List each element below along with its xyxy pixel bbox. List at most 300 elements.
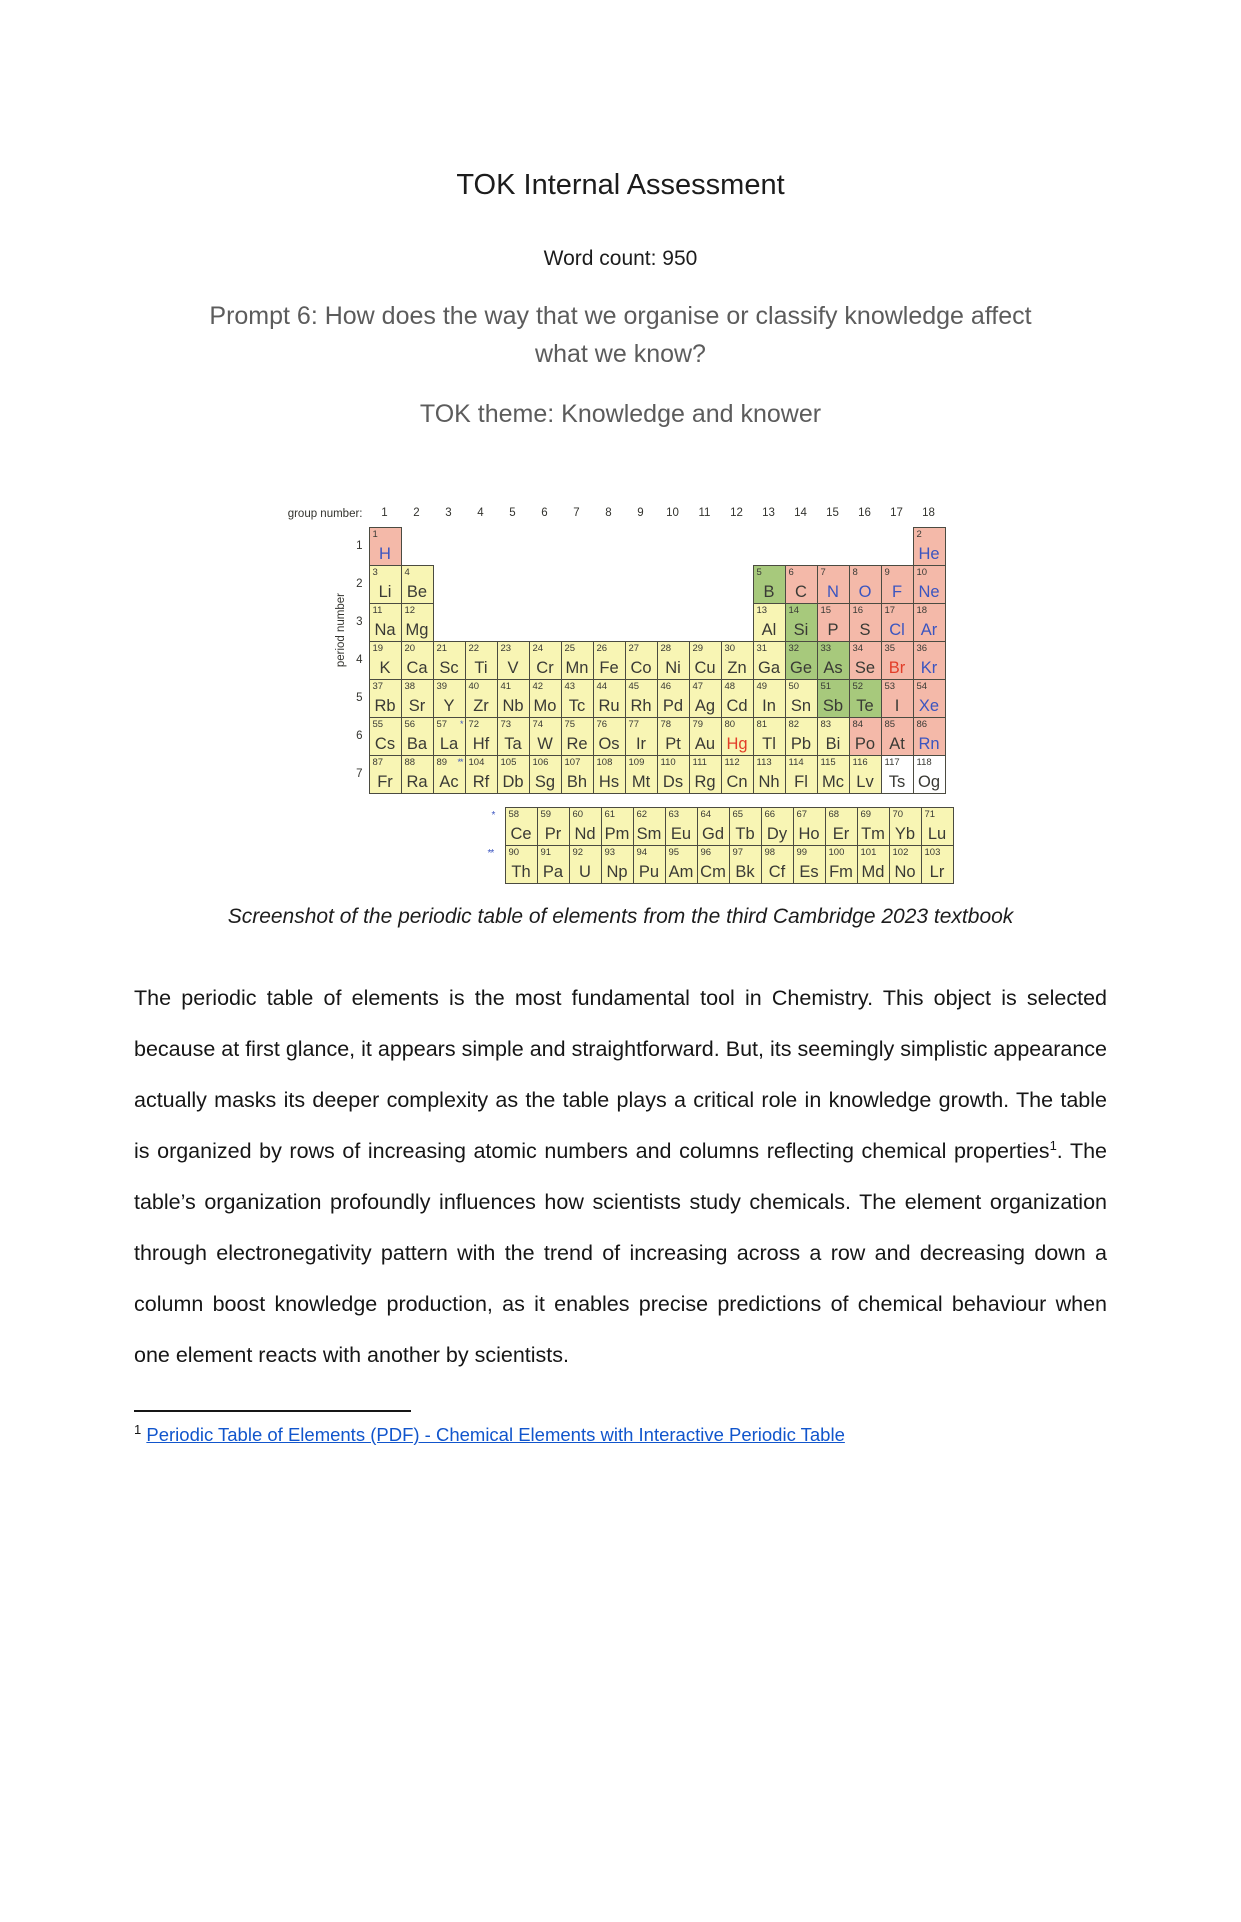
atomic-number: 33 xyxy=(820,643,832,654)
element-symbol: Ar xyxy=(920,621,938,639)
group-number: 2 xyxy=(413,507,420,519)
element-symbol: Ti xyxy=(474,659,488,677)
atomic-number: 54 xyxy=(916,681,928,692)
group-number: 18 xyxy=(922,507,935,519)
atomic-number: 96 xyxy=(700,847,712,858)
atomic-number: 105 xyxy=(500,757,517,768)
element-cell xyxy=(881,641,914,680)
element-cell xyxy=(785,717,818,756)
element-symbol: Cl xyxy=(889,621,905,639)
document-page xyxy=(0,168,1241,1922)
atomic-number: 51 xyxy=(820,681,832,692)
element-symbol: He xyxy=(918,545,940,563)
group-number: 7 xyxy=(573,507,580,519)
element-symbol: Pd xyxy=(662,697,684,715)
atomic-number: 98 xyxy=(764,847,776,858)
element-symbol: Mc xyxy=(822,773,844,791)
element-cell xyxy=(369,755,402,794)
atomic-number: 71 xyxy=(924,809,936,820)
element-symbol: Ds xyxy=(662,773,684,791)
element-cell xyxy=(569,807,602,846)
atomic-number: 19 xyxy=(372,643,384,654)
atomic-number: 37 xyxy=(372,681,384,692)
atomic-number: 18 xyxy=(916,605,928,616)
atomic-number: 102 xyxy=(892,847,909,858)
element-symbol: Bk xyxy=(735,863,755,881)
lanthanide-marker: * xyxy=(491,810,495,821)
atomic-number: 20 xyxy=(404,643,416,654)
atomic-number: 41 xyxy=(500,681,512,692)
element-symbol: Md xyxy=(861,863,885,881)
element-symbol: Cu xyxy=(694,659,716,677)
atomic-number: 72 xyxy=(468,719,480,730)
element-symbol: Yb xyxy=(894,825,916,843)
element-symbol: I xyxy=(894,697,900,715)
element-cell xyxy=(753,603,786,642)
atomic-number: 46 xyxy=(660,681,672,692)
element-cell xyxy=(849,565,882,604)
group-number: 14 xyxy=(794,507,807,519)
atomic-number: 67 xyxy=(796,809,808,820)
element-symbol: At xyxy=(889,735,905,753)
element-symbol: U xyxy=(579,863,591,881)
atomic-number: 5 xyxy=(756,567,762,578)
element-cell xyxy=(593,755,626,794)
element-symbol: Br xyxy=(888,659,906,677)
element-cell xyxy=(785,755,818,794)
periodic-table xyxy=(287,507,947,883)
period-number: 6 xyxy=(356,730,363,742)
element-cell xyxy=(529,679,562,718)
element-cell xyxy=(913,565,946,604)
element-symbol: Ba xyxy=(406,735,428,753)
element-symbol: Ne xyxy=(918,583,940,601)
element-cell xyxy=(497,755,530,794)
atomic-number: 11 xyxy=(372,605,383,616)
element-cell xyxy=(817,603,850,642)
element-symbol: Ce xyxy=(510,825,532,843)
element-symbol: Db xyxy=(502,773,524,791)
element-cell xyxy=(465,641,498,680)
element-symbol: Fe xyxy=(599,659,619,677)
word-count: Word count: 950 xyxy=(543,247,698,270)
atomic-number: 75 xyxy=(564,719,576,730)
atomic-number: 13 xyxy=(756,605,768,616)
atomic-number: 31 xyxy=(756,643,768,654)
footnote-link[interactable]: Periodic Table of Elements (PDF) - Chemical Elements with Interactive Periodic Table xyxy=(146,1424,845,1445)
atomic-number: 47 xyxy=(692,681,704,692)
element-cell xyxy=(881,603,914,642)
element-cell xyxy=(817,717,850,756)
atomic-number: 84 xyxy=(852,719,864,730)
element-cell xyxy=(817,641,850,680)
atomic-number: 101 xyxy=(860,847,877,858)
atomic-number: 21 xyxy=(436,643,448,654)
element-cell xyxy=(497,679,530,718)
element-cell xyxy=(849,603,882,642)
group-numbers xyxy=(369,507,945,519)
atomic-number: 113 xyxy=(756,757,772,768)
element-symbol: Ge xyxy=(789,659,812,677)
element-symbol: Bi xyxy=(825,735,841,753)
element-cell xyxy=(561,755,594,794)
element-symbol: No xyxy=(894,863,916,881)
footnote-separator xyxy=(134,1410,411,1412)
atomic-number: 40 xyxy=(468,681,480,692)
atomic-number: 42 xyxy=(532,681,544,692)
atomic-number: 110 xyxy=(660,757,676,768)
element-symbol: Gd xyxy=(701,825,724,843)
element-symbol: Ga xyxy=(757,659,780,677)
element-symbol: Fl xyxy=(794,773,808,791)
group-number: 15 xyxy=(826,507,839,519)
period-number: 2 xyxy=(356,578,363,590)
element-symbol: Re xyxy=(566,735,588,753)
atomic-number: 6 xyxy=(788,567,794,578)
atomic-number: 74 xyxy=(532,719,544,730)
element-symbol: Au xyxy=(694,735,716,753)
element-cell xyxy=(561,641,594,680)
element-cell xyxy=(721,679,754,718)
element-symbol: Y xyxy=(443,697,455,715)
atomic-number: 2 xyxy=(916,529,922,540)
element-cell xyxy=(433,755,466,794)
element-cell xyxy=(369,527,402,566)
element-symbol: Pa xyxy=(542,863,564,881)
element-cell xyxy=(697,845,730,884)
element-cell xyxy=(881,565,914,604)
element-cell xyxy=(689,641,722,680)
element-cell xyxy=(465,717,498,756)
element-cell xyxy=(537,845,570,884)
atomic-number: 14 xyxy=(788,605,800,616)
element-cell xyxy=(849,641,882,680)
element-cell xyxy=(761,807,794,846)
element-symbol: Rh xyxy=(630,697,652,715)
element-symbol: F xyxy=(891,583,903,601)
element-symbol: Rf xyxy=(472,773,490,791)
element-symbol: Be xyxy=(406,583,428,601)
element-symbol: Pt xyxy=(665,735,681,753)
element-symbol: Na xyxy=(374,621,396,639)
element-symbol: Mt xyxy=(631,773,651,791)
group-number: 5 xyxy=(509,507,516,519)
atomic-number: 8 xyxy=(852,567,858,578)
atomic-number: 57 xyxy=(436,719,448,730)
element-symbol: La xyxy=(439,735,459,753)
atomic-number: 4 xyxy=(404,567,410,578)
element-cell xyxy=(913,527,946,566)
element-symbol: B xyxy=(763,583,775,601)
element-cell xyxy=(753,565,786,604)
atomic-number: 118 xyxy=(916,757,932,768)
element-symbol: Rg xyxy=(694,773,716,791)
atomic-number: 32 xyxy=(788,643,800,654)
figure-caption: Screenshot of the periodic table of elements from the third Cambridge 2023 textbook xyxy=(227,905,1014,928)
footnote-reference: 1 xyxy=(1049,1137,1057,1153)
element-cell xyxy=(625,717,658,756)
element-symbol: Hf xyxy=(472,735,490,753)
element-cell xyxy=(849,755,882,794)
atomic-number: 69 xyxy=(860,809,872,820)
element-cell xyxy=(881,717,914,756)
element-cell xyxy=(689,717,722,756)
element-symbol: Zr xyxy=(473,697,489,715)
element-symbol: Ru xyxy=(598,697,620,715)
element-symbol: Ca xyxy=(406,659,428,677)
atomic-number: 38 xyxy=(404,681,416,692)
element-cell xyxy=(657,717,690,756)
element-cell xyxy=(921,845,954,884)
atomic-number: 22 xyxy=(468,643,480,654)
element-symbol: Sn xyxy=(790,697,812,715)
f-block-grid xyxy=(505,807,953,883)
atomic-number: 24 xyxy=(532,643,544,654)
period-axis-label: period number xyxy=(334,593,347,668)
element-cell xyxy=(505,845,538,884)
element-cell xyxy=(465,755,498,794)
element-symbol: Fr xyxy=(377,773,393,791)
group-number: 16 xyxy=(858,507,871,519)
element-cell xyxy=(817,755,850,794)
group-number: 9 xyxy=(637,507,644,519)
f-block-reference-marker: * xyxy=(459,719,463,729)
element-cell xyxy=(785,603,818,642)
element-cell xyxy=(369,603,402,642)
element-cell xyxy=(561,679,594,718)
element-cell xyxy=(697,807,730,846)
element-symbol: Lu xyxy=(927,825,947,843)
element-symbol: Er xyxy=(832,825,850,843)
atomic-number: 23 xyxy=(500,643,512,654)
element-symbol: N xyxy=(827,583,839,601)
element-cell xyxy=(825,845,858,884)
element-cell xyxy=(633,845,666,884)
element-symbol: Am xyxy=(668,863,694,881)
atomic-number: 50 xyxy=(788,681,800,692)
element-cell xyxy=(857,845,890,884)
atomic-number: 93 xyxy=(604,847,616,858)
element-cell xyxy=(401,755,434,794)
atomic-number: 83 xyxy=(820,719,832,730)
element-symbol: Sb xyxy=(822,697,844,715)
atomic-number: 92 xyxy=(572,847,584,858)
element-symbol: Sg xyxy=(534,773,556,791)
atomic-number: 86 xyxy=(916,719,928,730)
group-number: 8 xyxy=(605,507,612,519)
element-symbol: O xyxy=(858,583,872,601)
period-number: 4 xyxy=(356,654,363,666)
element-symbol: C xyxy=(795,583,807,601)
element-cell xyxy=(793,845,826,884)
element-symbol: Lr xyxy=(929,863,945,881)
element-cell xyxy=(761,845,794,884)
atomic-number: 99 xyxy=(796,847,808,858)
periodic-table-figure xyxy=(134,507,1107,883)
element-cell xyxy=(753,755,786,794)
element-cell xyxy=(689,755,722,794)
element-cell xyxy=(881,755,914,794)
atomic-number: 55 xyxy=(372,719,384,730)
atomic-number: 58 xyxy=(508,809,520,820)
element-cell xyxy=(601,845,634,884)
element-symbol: Co xyxy=(630,659,652,677)
element-cell xyxy=(369,679,402,718)
element-cell xyxy=(721,641,754,680)
element-cell xyxy=(913,717,946,756)
group-number: 4 xyxy=(477,507,484,519)
element-cell xyxy=(433,717,466,756)
atomic-number: 16 xyxy=(852,605,864,616)
element-cell xyxy=(401,717,434,756)
element-symbol: Cd xyxy=(726,697,748,715)
element-symbol: Nh xyxy=(758,773,780,791)
atomic-number: 52 xyxy=(852,681,864,692)
element-cell xyxy=(497,717,530,756)
element-symbol: Dy xyxy=(766,825,788,843)
atomic-number: 9 xyxy=(884,567,890,578)
element-cell xyxy=(625,755,658,794)
period-number: 3 xyxy=(356,616,363,628)
period-number: 1 xyxy=(356,540,363,552)
atomic-number: 112 xyxy=(724,757,740,768)
atomic-number: 27 xyxy=(628,643,640,654)
element-cell xyxy=(369,641,402,680)
element-symbol: Og xyxy=(917,773,940,791)
atomic-number: 62 xyxy=(636,809,648,820)
element-cell xyxy=(529,717,562,756)
element-cell xyxy=(657,755,690,794)
element-cell xyxy=(601,807,634,846)
element-cell xyxy=(633,807,666,846)
actinide-marker: ** xyxy=(487,848,494,859)
atomic-number: 12 xyxy=(404,605,416,616)
element-cell xyxy=(913,755,946,794)
atomic-number: 26 xyxy=(596,643,608,654)
element-symbol: Ts xyxy=(888,773,906,791)
atomic-number: 68 xyxy=(828,809,840,820)
atomic-number: 53 xyxy=(884,681,896,692)
element-symbol: Pm xyxy=(604,825,630,843)
element-cell xyxy=(593,679,626,718)
element-cell xyxy=(665,845,698,884)
element-symbol: Es xyxy=(799,863,819,881)
element-symbol: In xyxy=(762,697,776,715)
period-number: 7 xyxy=(356,768,363,780)
atomic-number: 29 xyxy=(692,643,704,654)
atomic-number: 45 xyxy=(628,681,640,692)
element-symbol: Ni xyxy=(665,659,681,677)
element-cell xyxy=(793,807,826,846)
element-cell xyxy=(369,717,402,756)
element-cell xyxy=(785,565,818,604)
element-cell xyxy=(625,641,658,680)
element-cell xyxy=(665,807,698,846)
essay-paragraph xyxy=(134,973,1107,1381)
atomic-number: 39 xyxy=(436,681,448,692)
atomic-number: 115 xyxy=(820,757,836,768)
period-number: 5 xyxy=(356,692,363,704)
atomic-number: 17 xyxy=(884,605,896,616)
element-symbol: Rb xyxy=(374,697,396,715)
element-symbol: Mn xyxy=(565,659,589,677)
element-cell xyxy=(433,641,466,680)
element-symbol: Te xyxy=(856,697,874,715)
element-cell xyxy=(537,807,570,846)
atomic-number: 44 xyxy=(596,681,608,692)
element-cell xyxy=(881,679,914,718)
element-symbol: Sc xyxy=(439,659,459,677)
atomic-number: 7 xyxy=(820,567,826,578)
atomic-number: 63 xyxy=(668,809,680,820)
element-cell xyxy=(785,679,818,718)
essay-text-part1: The periodic table of elements is the most fundamental tool in Chemistry. This object is selected because at first glance, it appears simple and straightforward. But, its seemingly simplistic appearance actually masks its deeper complexity as the table plays a critical role in knowledge growth. The table is organized by rows of increasing atomic numbers and columns reflecting chemical properties xyxy=(134,986,1107,1163)
f-block-reference-marker: ** xyxy=(457,757,463,767)
element-symbol: Po xyxy=(854,735,876,753)
element-cell xyxy=(753,679,786,718)
element-cell xyxy=(721,755,754,794)
element-symbol: Cf xyxy=(768,863,786,881)
element-cell xyxy=(729,845,762,884)
group-number: 11 xyxy=(698,507,711,519)
atomic-number: 95 xyxy=(668,847,680,858)
element-cell xyxy=(465,679,498,718)
atomic-number: 56 xyxy=(404,719,416,730)
element-symbol: Zn xyxy=(727,659,747,677)
atomic-number: 109 xyxy=(628,757,645,768)
atomic-number: 76 xyxy=(596,719,608,730)
element-symbol: Pb xyxy=(790,735,812,753)
group-number: 12 xyxy=(730,507,743,519)
page-title: TOK Internal Assessment xyxy=(456,169,785,201)
atomic-number: 82 xyxy=(788,719,800,730)
atomic-number: 59 xyxy=(540,809,552,820)
element-symbol: Ac xyxy=(439,773,459,791)
atomic-number: 25 xyxy=(564,643,576,654)
atomic-number: 48 xyxy=(724,681,736,692)
element-symbol: H xyxy=(379,545,391,563)
element-symbol: V xyxy=(507,659,519,677)
prompt-heading: Prompt 6: How does the way that we organise or classify knowledge affect what we know? xyxy=(209,302,1032,368)
element-symbol: As xyxy=(823,659,843,677)
element-symbol: Se xyxy=(854,659,876,677)
atomic-number: 104 xyxy=(468,757,485,768)
element-symbol: Tc xyxy=(568,697,586,715)
element-symbol: Cs xyxy=(374,735,396,753)
group-axis-label: group number: xyxy=(287,508,363,520)
element-symbol: Rn xyxy=(918,735,940,753)
element-cell xyxy=(401,641,434,680)
element-cell xyxy=(913,641,946,680)
atomic-number: 90 xyxy=(508,847,520,858)
element-symbol: Mo xyxy=(533,697,557,715)
element-cell xyxy=(849,679,882,718)
element-symbol: P xyxy=(827,621,839,639)
atomic-number: 3 xyxy=(372,567,378,578)
atomic-number: 43 xyxy=(564,681,576,692)
atomic-number: 116 xyxy=(852,757,868,768)
element-symbol: Ta xyxy=(504,735,522,753)
atomic-number: 91 xyxy=(540,847,552,858)
f-block xyxy=(487,807,953,883)
atomic-number: 30 xyxy=(724,643,736,654)
element-cell xyxy=(889,845,922,884)
element-symbol: Bh xyxy=(566,773,588,791)
group-number: 1 xyxy=(381,507,388,519)
element-cell xyxy=(433,679,466,718)
atomic-number: 97 xyxy=(732,847,744,858)
atomic-number: 94 xyxy=(636,847,648,858)
